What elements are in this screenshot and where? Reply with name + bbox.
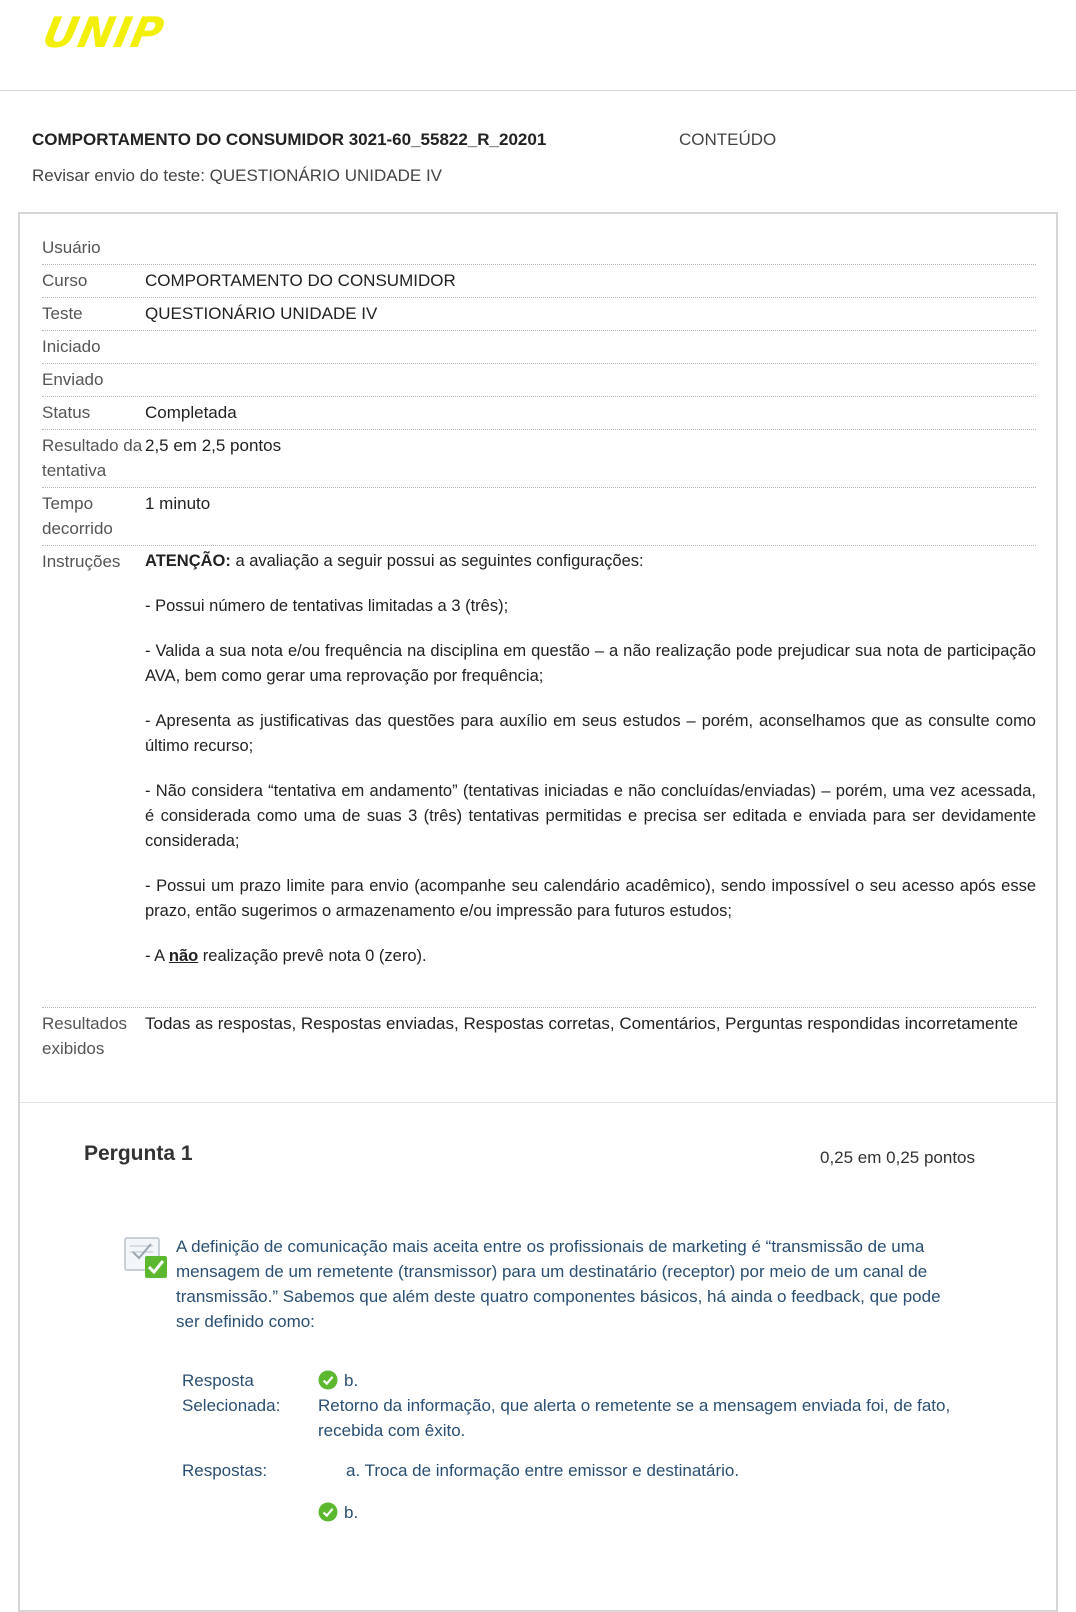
tempo-value: 1 minuto xyxy=(145,494,211,513)
question-text: A definição de comunicação mais aceita entre os profissionais de marketing é “transmissão de uma mensagem de um remetente (transmissor) para um destinatário (receptor) por meio de um canal de transmissão.” Sabemos que além deste quatro componentes básicos, há ainda o feedback, que pode ser definido como: xyxy=(176,1237,941,1331)
row-enviado xyxy=(42,364,1036,397)
check-icon xyxy=(318,1370,338,1390)
instr-item: - Apresenta as justificativas das questões para auxílio em seus estudos – porém, aconselhamos que as consulte como último recurso; xyxy=(145,712,1036,755)
instr-item xyxy=(145,944,1036,969)
check-icon xyxy=(318,1502,338,1522)
answer-option-b xyxy=(318,1500,358,1525)
row-resultados xyxy=(42,1007,1036,1065)
resultado-value: 2,5 em 2,5 pontos xyxy=(145,436,282,455)
answers-label: Respostas: xyxy=(182,1461,268,1480)
instr-item: - Não considera “tentativa em andamento” (tentativas iniciadas e não concluídas/enviadas) – porém, uma vez acessada, é considerada como uma de suas 3 (três) tentativas permitidas e precisa ser editada e enviada para ser devidamente considerada; xyxy=(145,782,1036,850)
logo-bar xyxy=(0,0,1076,90)
row-resultado xyxy=(42,430,1036,488)
course-title[interactable]: COMPORTAMENTO DO CONSUMIDOR 3021-60_55822_R_20201 xyxy=(32,130,547,149)
selected-answer xyxy=(318,1368,958,1443)
curso-label: Curso xyxy=(42,271,88,290)
instr-intro xyxy=(145,549,1036,574)
usuario-value xyxy=(145,235,1036,260)
status-value: Completada xyxy=(145,403,237,422)
row-curso xyxy=(42,265,1036,298)
review-panel xyxy=(18,212,1058,1612)
instr-item: - Possui um prazo limite para envio (acompanhe seu calendário acadêmico), sendo impossível o seu acesso após esse prazo, então sugerimos o armazenamento e/ou impressão para futuros estudos; xyxy=(145,877,1036,920)
selected-answer-text: Retorno da informação, que alerta o remetente se a mensagem enviada foi, de fato, recebida com êxito. xyxy=(318,1396,951,1440)
selected-answer-label: Resposta Selecionada: xyxy=(182,1371,281,1415)
content-link[interactable]: CONTEÚDO xyxy=(679,130,777,149)
enviado-value xyxy=(145,367,1036,392)
page-title: Revisar envio do teste: QUESTIONÁRIO UNIDADE IV xyxy=(32,166,443,185)
row-usuario xyxy=(42,232,1036,265)
enviado-label: Enviado xyxy=(42,370,104,389)
header-divider xyxy=(0,90,1076,91)
logo-text: UNIP xyxy=(38,8,169,57)
iniciado-value xyxy=(145,334,1036,359)
instr-item: - Possui número de tentativas limitadas a 3 (três); xyxy=(145,597,509,615)
question-title: Pergunta 1 xyxy=(84,1142,193,1165)
instr-6-emphasis: não xyxy=(168,947,199,965)
attempt-summary xyxy=(42,232,1036,1065)
row-status xyxy=(42,397,1036,430)
instrucoes-label: Instruções xyxy=(42,552,121,571)
instrucoes-value xyxy=(145,549,1036,1003)
instr-attention: ATENÇÃO: xyxy=(145,552,231,570)
instr-6-post: realização prevê nota 0 (zero). xyxy=(198,947,427,965)
selected-answer-letter: b. xyxy=(344,1371,359,1390)
usuario-label: Usuário xyxy=(42,238,101,257)
unip-logo[interactable] xyxy=(38,8,169,57)
row-tempo xyxy=(42,488,1036,546)
row-teste xyxy=(42,298,1036,331)
question-points: 0,25 em 0,25 pontos xyxy=(820,1148,976,1167)
instr-intro-text: a avaliação a seguir possui as seguintes configurações: xyxy=(230,552,644,570)
curso-value: COMPORTAMENTO DO CONSUMIDOR xyxy=(145,271,456,290)
resultado-label: Resultado da tentativa xyxy=(42,436,143,480)
correct-answer-icon xyxy=(123,1234,171,1282)
answer-option-a: a. Troca de informação entre emissor e destinatário. xyxy=(346,1461,740,1480)
iniciado-label: Iniciado xyxy=(42,337,101,356)
selected-answer-letter-line xyxy=(318,1368,958,1393)
status-label: Status xyxy=(42,403,91,422)
row-instrucoes xyxy=(42,546,1036,1007)
row-iniciado xyxy=(42,331,1036,364)
instr-6-pre: - A xyxy=(145,947,169,965)
teste-value: QUESTIONÁRIO UNIDADE IV xyxy=(145,304,378,323)
tempo-label: Tempo decorrido xyxy=(42,494,113,538)
teste-label: Teste xyxy=(42,304,83,323)
answer-option-b-letter: b. xyxy=(344,1503,359,1522)
resultados-label: Resultados exibidos xyxy=(42,1014,128,1058)
summary-divider xyxy=(20,1102,1056,1103)
instr-item: - Valida a sua nota e/ou frequência na disciplina em questão – a não realização pode prejudicar sua nota de participação AVA, bem como gerar uma reprovação por frequência; xyxy=(145,642,1036,685)
resultados-value: Todas as respostas, Respostas enviadas, Respostas corretas, Comentários, Perguntas respondidas incorretamente xyxy=(145,1014,1019,1033)
